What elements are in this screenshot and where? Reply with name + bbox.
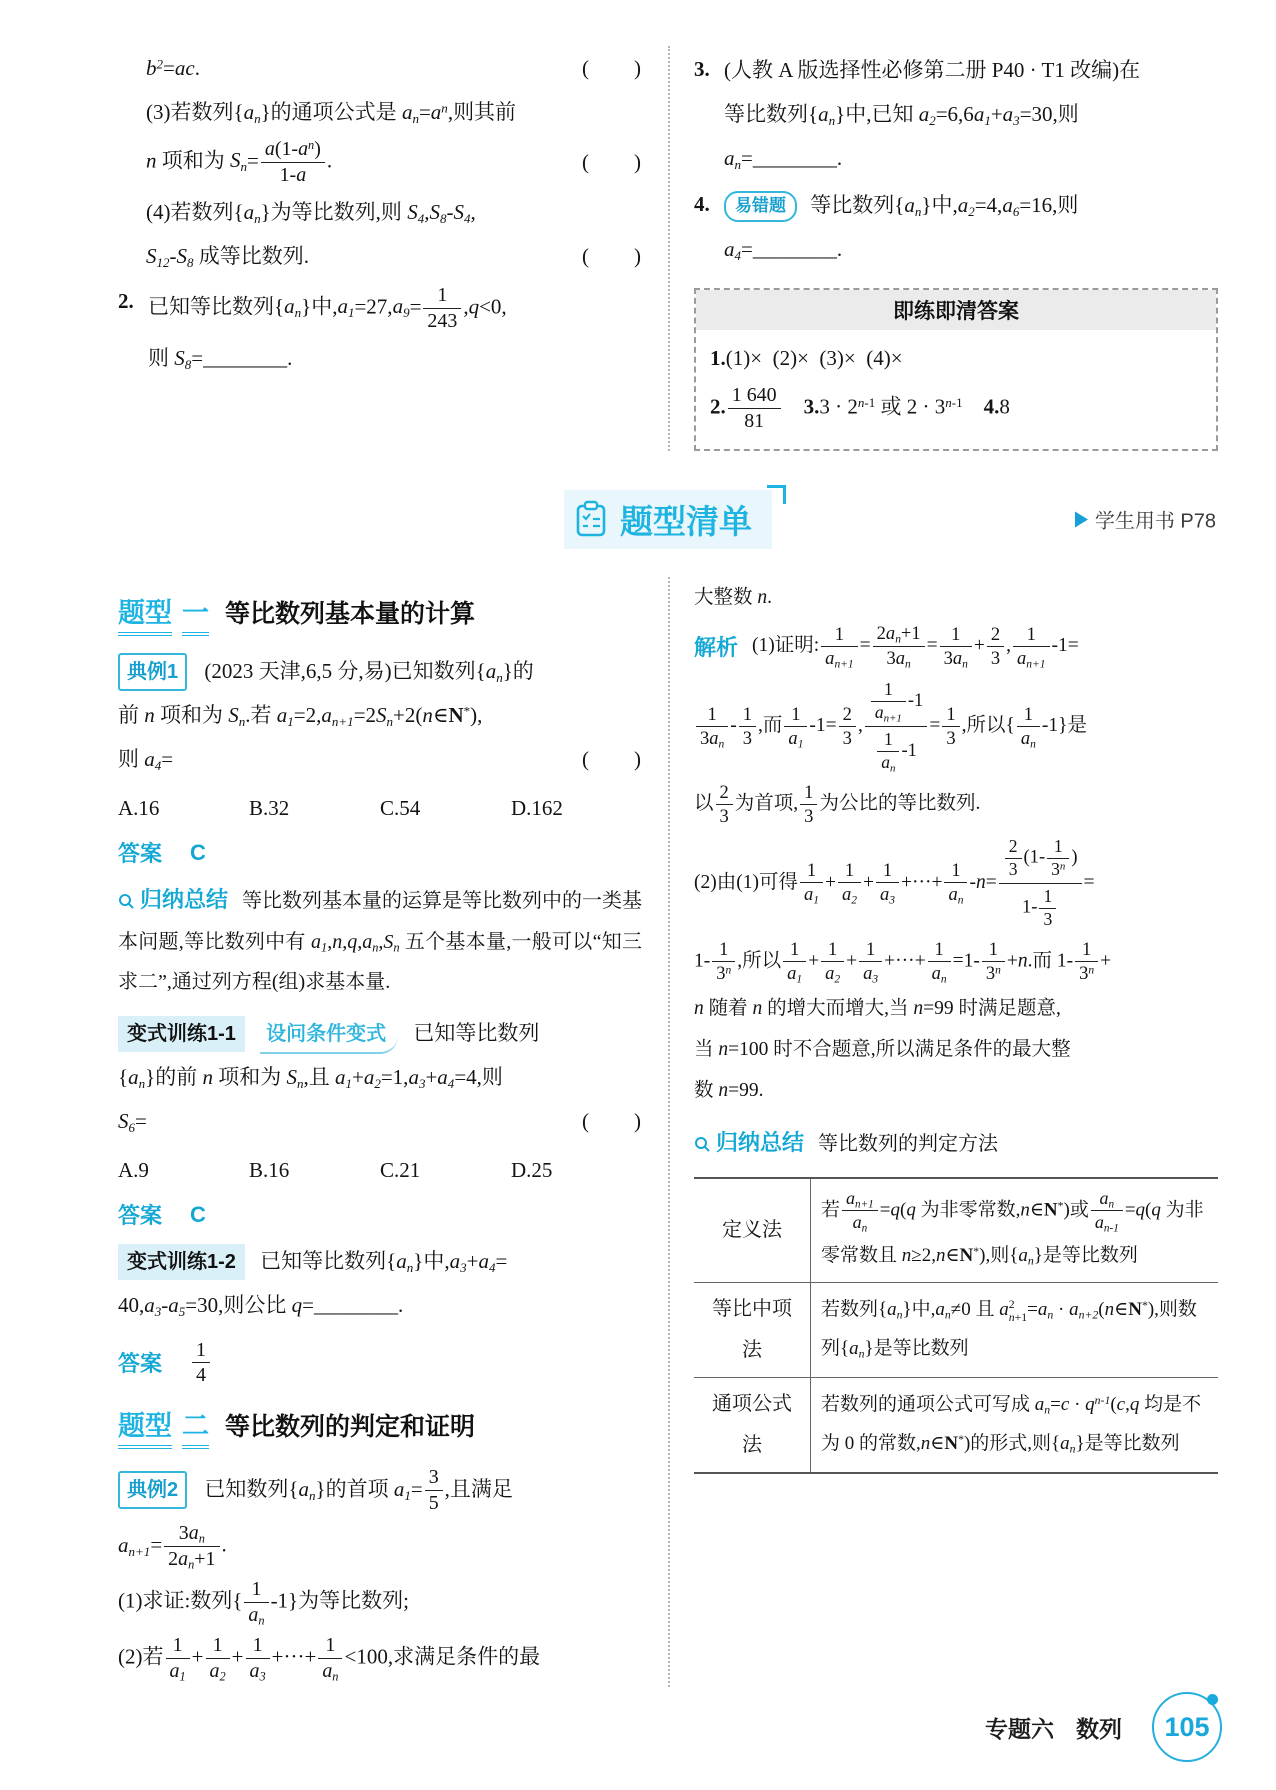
solution-p4: (2)由(1)可得 $\frac{1}{a_1}$ + $\frac{1}{a_2}$ + $\frac{1}{a_3}$ +···+ $\frac{1}{a_n}$ -n= $\frac{2}{3}$ (1- $\frac{1}{3^n}$ ) 1- $\frac{1}{3}$ =	[694, 835, 1095, 929]
example1-line-3-row	[118, 738, 642, 781]
method-description: 若数列$\{a_n\}$中$,a_n\ne 0$ 且 a 2 n+1 $=a_n$ · $a_{n+2}(n\in N^*)$,则数列$\{a_n\}$是等比数列	[811, 1282, 1219, 1377]
solution-p7: 当 n=100 时不合题意,所以满足条件的最大整	[694, 1038, 1071, 1060]
method-name: 通项公式法	[694, 1377, 811, 1473]
magnifier-icon	[118, 893, 135, 910]
footer-dot-decoration	[1207, 1694, 1218, 1705]
carryover-line: 大整数 n.	[694, 587, 773, 609]
item-4-line-2-row	[118, 235, 642, 278]
solution-first-row	[694, 620, 1218, 673]
variation-1-1-text: 已知等比数列	[413, 1021, 540, 1046]
solution-label: 解析	[694, 635, 739, 661]
summary-label-text: 归纳总结	[716, 1129, 805, 1155]
summary-label	[118, 887, 228, 912]
answer-bracket: ( )	[582, 1109, 642, 1134]
variation-1-2-answer: $\frac{1}{4}$	[190, 1336, 212, 1391]
question-4-line-2: $a_4=\_\_\_\_\_\_\_\_$.	[724, 237, 843, 264]
option-c: C.21	[380, 1158, 421, 1183]
type-numeral: 二	[182, 1404, 209, 1449]
footer-square-decoration	[1166, 1754, 1194, 1770]
question-2	[118, 280, 642, 381]
question-4-text: 等比数列$\{a_n\}$中$,a_2=4,a_6=16$,则	[810, 193, 1079, 220]
example1-line-2: 前 n 项和为 $S_n$.若 $a_1=2,a_{n+1}=2S_n+2(n\in N^*)$,	[118, 703, 483, 730]
example1-line-3: 则 $a_4=$	[118, 747, 174, 774]
summary-label-text: 归纳总结	[140, 887, 229, 913]
table-row-middle-term	[694, 1282, 1218, 1377]
statement-line	[118, 47, 642, 90]
answers-box-body	[696, 330, 1216, 449]
student-book-ref	[1075, 505, 1216, 534]
answer-bracket: ( )	[582, 56, 642, 80]
solution-p8: 数 n=99.	[694, 1079, 764, 1101]
question-4-line-1	[724, 184, 1218, 227]
question-4-body	[724, 183, 1218, 272]
item-3-line-1: (3)若数列$\{a_n\}$的通项公式是 $a_n=a^n$,则其前	[146, 100, 517, 126]
variation-1-1-answer: C	[190, 1201, 206, 1227]
variation-1-1-line-3: $S_6=$	[118, 1109, 147, 1136]
answers-line-2: 2. $\frac{1 640}{81}$ $3.3 \cdot 2^{n-1}$ 或 $2 \cdot 3^{n-1}$ 4.8	[710, 384, 1010, 433]
method-description: 若数列的通项公式可写成 $a_n=c \cdot q^{n-1}(c,q$ 均是不为 0 的常数,n∈N*)的形式,则$\{a_n\}$是等比数列	[811, 1377, 1219, 1473]
option-b: B.32	[249, 796, 290, 821]
corner-decoration	[767, 485, 786, 504]
question-3-line-2: 等比数列$\{a_n\}$中,已知 $a_2=6,6a_1+a_3=30$,则	[724, 102, 1079, 128]
page-number-circle	[1152, 1692, 1222, 1762]
statement-b2ac: $b^2=ac$.	[146, 56, 200, 80]
table-row-general-formula	[694, 1377, 1218, 1473]
summary-label	[694, 1130, 804, 1155]
main-left-column	[118, 577, 668, 1687]
solution-p2: $\frac{1}{3a_n}$ - $\frac{1}{3}$ ,而 $\frac{1}{a_1}$ -1= $\frac{2}{3}$ , $\frac{1}{a_{n+1}}$ -1 $\frac{1}{a_n}$ -1 = $\frac{1}{3}$ ,所以{ $\frac{1}{a_n}$ -1}是	[694, 675, 1218, 778]
variation-1-2-text: 已知等比数列$\{a_n\}$中$,a_3+a_4=$	[260, 1249, 508, 1276]
answer-label: 答案	[118, 1203, 163, 1229]
answer-bracket: ( )	[582, 244, 642, 269]
variation-1-1-line-3-row	[118, 1100, 642, 1143]
variation-1-2-answer-row	[118, 1336, 642, 1391]
question-4	[694, 183, 1218, 272]
question-3	[694, 48, 1218, 181]
chapter-subject: 数列	[1076, 1715, 1122, 1742]
method-description: 若 $\frac{a_{n+1}}{a_n}$ =q(q 为非零常数,n∈N*)或 $\frac{a_n}{a_{n-1}}$ =q(q 为非零常数且 n≥2,n∈N*),则$\{a_n\}$是等比数列	[821, 1187, 1204, 1268]
page-footer	[985, 1692, 1222, 1762]
banner-title-text: 题型清单	[620, 502, 752, 540]
type-numeral: 一	[182, 591, 209, 636]
variation-1-1-row	[118, 1012, 642, 1055]
answers-line-1: 1.(1)× (2)× (3)× (4)×	[710, 346, 903, 371]
section-banner	[118, 481, 1218, 557]
question-2-line-1: 已知等比数列$\{a_n\}$中$,a_1=27,a_9=$ $\frac{1}{243}$ ,q<0,	[148, 284, 507, 332]
warmup-section	[118, 46, 1218, 451]
type-label: 题型	[118, 1404, 172, 1449]
option-a: A.9	[118, 1158, 149, 1183]
summary-note-1	[118, 878, 642, 1002]
warmup-right-column	[668, 46, 1218, 451]
chevron-right-icon	[1075, 511, 1088, 527]
example1-answer: C	[190, 839, 206, 865]
item-3-line-2: n 项和为 $S_n=$ $\frac{a(1-a^n)}{1-a}$ .	[146, 137, 333, 187]
question-4-number: 4.	[694, 192, 710, 217]
page-number: 105	[1164, 1711, 1210, 1742]
variation-1-1-answer-row	[118, 1199, 642, 1230]
solution-p3: 以 $\frac{2}{3}$ 为首项, $\frac{1}{3}$ 为公比的等比数列.	[694, 782, 981, 828]
example2-badge: 典例2	[118, 1471, 187, 1509]
question-2-body	[148, 280, 642, 381]
example2-line-2: $a_{n+1}=$ $\frac{3a_n}{2a_n+1}$ .	[118, 1522, 227, 1572]
question-2-line-2: 则 $S_8=\_\_\_\_\_\_\_\_$.	[148, 345, 293, 372]
solution-p6: n 随着 n 的增大而增大,当 n=99 时满足题意,	[694, 997, 1061, 1019]
chapter-title: 专题六	[985, 1715, 1054, 1742]
option-d: D.25	[511, 1158, 553, 1183]
answer-bracket: ( )	[582, 150, 642, 174]
variation-1-1-options	[118, 1149, 642, 1191]
variation-1-1-line-2: $\{a_n\}$的前 n 项和为 $S_n$,且 $a_1+a_2=1,a_3+a_4=4$,则	[118, 1065, 503, 1092]
magnifier-icon	[694, 1136, 711, 1153]
error-prone-badge: 易错题	[724, 191, 797, 222]
summary-note-2	[694, 1121, 1218, 1165]
option-c: C.54	[380, 796, 421, 821]
option-b: B.16	[249, 1158, 290, 1183]
example1-options	[118, 787, 642, 829]
example2-text: 已知数列$\{a_n\}$的首项 $a_1=$ $\frac{3}{5}$ ,且满足	[204, 1466, 513, 1515]
summary-2-title: 等比数列的判定方法	[818, 1132, 999, 1155]
solution-p5: 1- $\frac{1}{3^n}$ ,所以 $\frac{1}{a_1}$ + $\frac{1}{a_2}$ + $\frac{1}{a_3}$ +···+ $\frac{1}{a_n}$ =1- $\frac{1}{3^n}$ +n.而 1- $\frac{1}{3^n}$ +	[694, 938, 1112, 986]
variation-1-1-badge: 变式训练1-1	[118, 1016, 245, 1052]
student-book-text: 学生用书 P78	[1094, 510, 1216, 533]
question-3-body	[724, 48, 1218, 181]
question-3-number: 3.	[694, 57, 710, 81]
warmup-left-column	[118, 46, 668, 451]
answer-bracket: ( )	[582, 747, 642, 772]
type1-title: 等比数列基本量的计算	[225, 600, 476, 629]
type-label: 题型	[118, 591, 172, 636]
clipboard-icon	[574, 500, 608, 538]
answers-box-title: 即练即清答案	[696, 290, 1216, 330]
method-name: 定义法	[694, 1178, 811, 1283]
example1-answer-row	[118, 837, 642, 868]
banner-title	[564, 490, 772, 549]
variation-1-2-row	[118, 1240, 642, 1283]
question-3-line-3: $a_n=\_\_\_\_\_\_\_\_$.	[724, 146, 843, 172]
variation-1-2-line-2: $40,a_3-a_5=30$,则公比 q=________.	[118, 1293, 404, 1320]
example2-question-2: (2)若 $\frac{1}{a_1}$ + $\frac{1}{a_2}$ + $\frac{1}{a_3}$ +···+ $\frac{1}{a_n}$ <100,求满足条件的最	[118, 1634, 541, 1684]
variation-1-2-badge: 变式训练1-2	[118, 1244, 245, 1280]
solution-p1: (1)证明: $\frac{1}{a_{n+1}}$ = $\frac{2a_n+1}{3a_n}$ = $\frac{1}{3a_n}$ + $\frac{2}{3}$ , $\frac{1}{a_{n+1}}$ -1=	[752, 623, 1079, 671]
question-3-line-1: (人教 A 版选择性必修第二册 P40 · T1 改编)在	[724, 58, 1141, 82]
item-4-line-2: $S_{12}-S_8$ 成等比数列.	[146, 244, 310, 270]
type2-title: 等比数列的判定和证明	[225, 1413, 476, 1442]
example1-badge: 典例1	[118, 653, 187, 691]
answer-label: 答案	[118, 1351, 163, 1377]
table-row-definition	[694, 1178, 1218, 1283]
answer-label: 答案	[118, 841, 163, 867]
question-2-number: 2.	[118, 289, 134, 314]
option-a: A.16	[118, 796, 160, 821]
summary-text: 等比数列基本量的运算是等比数列中的一类基本问题,等比数列中有 $a_1,n,q,a_n,S_n$ 五个基本量,一般可以“知三求二”,通过列方程(组)求基本量.	[118, 890, 643, 994]
type1-heading	[118, 591, 642, 636]
option-d: D.162	[511, 796, 563, 821]
example1-line-1	[118, 650, 642, 693]
example1-text: (2023 天津,6,5 分,易)已知数列$\{a_n\}$的	[204, 659, 534, 686]
judgment-methods-table	[694, 1177, 1218, 1474]
condition-variation-tag: 设问条件变式	[260, 1019, 398, 1054]
type2-heading	[118, 1404, 642, 1449]
main-right-column	[668, 577, 1218, 1687]
main-section	[118, 577, 1218, 1687]
example2-line-1	[118, 1463, 642, 1518]
method-name: 等比中项法	[694, 1282, 811, 1377]
item-3-line-2-row	[118, 135, 642, 190]
example2-question-1: (1)求证:数列{ $\frac{1}{a_n}$ -1}为等比数列;	[118, 1578, 409, 1628]
quick-answers-box	[694, 288, 1218, 451]
item-4-line-1: (4)若数列$\{a_n\}$为等比数列,则 $S_4,S_8-S_4$,	[146, 199, 476, 226]
